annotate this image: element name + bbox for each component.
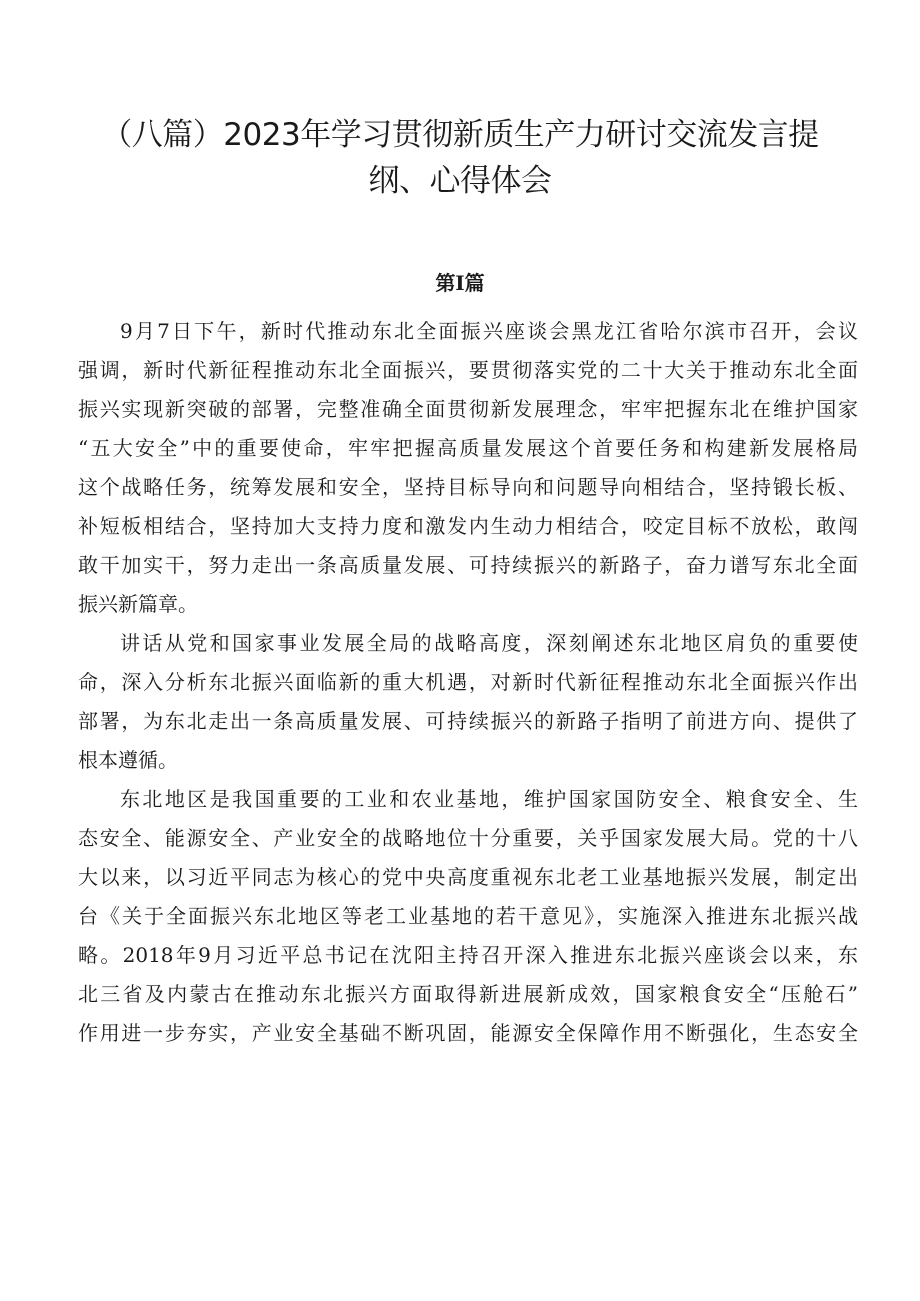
text-line: 9月7日下午，新时代推动东北全面振兴座谈会黑龙江省哈尔滨市召开，会议 [120,319,858,343]
text-line: 作用进一步夯实，产业安全基础不断巩固，能源安全保障作用不断强化，生态安全 [78,1021,858,1045]
paragraph [78,780,858,1053]
text-line: 强调，新时代新征程推动东北全面振兴，要贯彻落实党的二十大关于推动东北全面 [78,358,858,382]
text-line: 这个战略任务，统筹发展和安全，坚持目标导向和问题导向相结合，坚持锻长板、 [78,475,858,499]
text-line: 补短板相结合，坚持加大支持力度和激发内生动力相结合，咬定目标不放松，敢闯 [78,514,858,538]
text-line: 台《关于全面振兴东北地区等老工业基地的若干意见》，实施深入推进东北振兴战 [78,904,858,928]
text-line: 东北地区是我国重要的工业和农业基地，维护国家国防安全、粮食安全、生 [120,787,858,811]
title-line: （八篇）2023年学习贯彻新质生产力研讨交流发言提 [101,117,819,153]
text-line: 态安全、能源安全、产业安全的战略地位十分重要，关乎国家发展大局。党的十八 [78,826,858,850]
text-line: “五大安全”中的重要使命，牢牢把握高质量发展这个首要任务和构建新发展格局 [78,436,858,460]
text-line: 部署，为东北走出一条高质量发展、可持续振兴的新路子指明了前进方向、提供了 [78,709,858,733]
document-title [80,112,840,204]
title-line: 纲、心得体会 [368,163,552,199]
text-line: 振兴实现新突破的部署，完整准确全面贯彻新发展理念，牢牢把握东北在维护国家 [78,397,858,421]
text-line: 根本遵循。 [78,748,178,772]
text-line: 北三省及内蒙古在推动东北振兴方面取得新进展新成效，国家粮食安全“压舱石” [78,982,858,1006]
paragraph [78,624,858,780]
text-line: 敢干加实干，努力走出一条高质量发展、可持续振兴的新路子，奋力谱写东北全面 [78,553,858,577]
text-line: 命，深入分析东北振兴面临新的重大机遇，对新时代新征程推动东北全面振兴作出 [78,670,858,694]
text-line: 略。2018年9月习近平总书记在沈阳主持召开深入推进东北振兴座谈会以来，东 [78,943,858,967]
paragraph [78,312,858,624]
document-body [78,312,858,1053]
text-line: 大以来，以习近平同志为核心的党中央高度重视东北老工业基地振兴发展，制定出 [78,865,858,889]
text-line: 振兴新篇章。 [78,592,198,616]
text-line: 讲话从党和国家事业发展全局的战略高度，深刻阐述东北地区肩负的重要使 [120,631,858,655]
section-heading: 第I篇 [435,271,485,295]
